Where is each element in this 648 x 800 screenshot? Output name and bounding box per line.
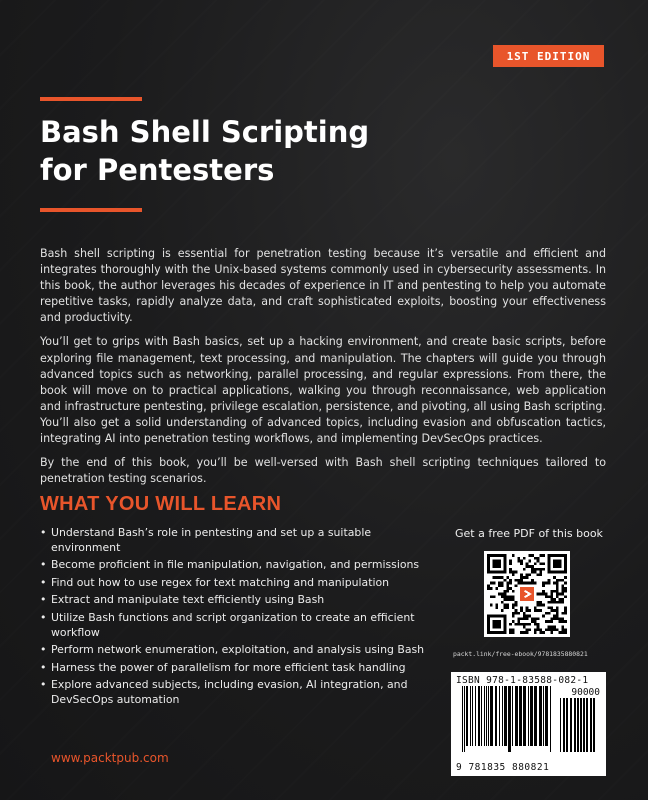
- edition-badge: 1ST EDITION: [493, 45, 604, 67]
- description-paragraph: Bash shell scripting is essential for penetration testing because it’s versatile and efficient and integrates thoroughly with the Unix-based systems commonly used in cybersecurity assessments. In this book, the author leverages his decades of experience in IT and pentesting to help you automate repetitive tasks, rapidly analyze data, and craft sophisticated exploits, boosting your effectiveness and productivity.: [40, 247, 606, 325]
- learn-item: • Perform network enumeration, exploitation, and analysis using Bash: [40, 643, 440, 658]
- description: [40, 246, 606, 495]
- qr-code[interactable]: [484, 551, 570, 637]
- learn-heading: WHAT YOU WILL LEARN: [40, 493, 282, 515]
- website-link[interactable]: www.packtpub.com: [51, 751, 169, 765]
- isbn-barcode: [451, 672, 606, 776]
- price-code: 90000: [571, 687, 600, 698]
- learn-item: • Utilize Bash functions and script organization to create an efficient workflow: [40, 611, 440, 640]
- free-pdf-label: Get a free PDF of this book: [455, 527, 603, 540]
- learn-item: • Understand Bash’s role in pentesting and set up a suitable environment: [40, 526, 440, 555]
- barcode-icon: [456, 686, 601, 760]
- description-paragraph: You’ll get to grips with Bash basics, set up a hacking environment, and create basic scripts, before exploring file management, text processing, and manipulation. The chapters will guide you through advanced topics such as networking, parallel processing, and regular expressions. From there, the book will move on to practical applications, walking you through reconnaissance, web application and infrastructure pentesting, privilege escalation, persistence, and pivoting, all using Bash scripting. You’ll also get a solid understanding of advanced topics, including evasion and obfuscation tactics, integrating AI into penetration testing workflows, and implementing DevSecOps practices.: [40, 335, 606, 446]
- barcode-number: 9 781835 880821: [456, 762, 550, 773]
- free-ebook-link[interactable]: packt.link/free-ebook/9781835880821: [453, 650, 588, 658]
- learn-item: • Harness the power of parallelism for more efficient task handling: [40, 661, 440, 676]
- learn-list: [40, 526, 440, 711]
- learn-item: • Explore advanced subjects, including evasion, AI integration, and DevSecOps automation: [40, 678, 440, 707]
- title-line-2: for Pentesters: [40, 153, 275, 187]
- title-rule-bottom: [40, 208, 142, 212]
- book-title: [40, 113, 460, 189]
- isbn-label: ISBN 978-1-83588-082-1: [456, 675, 589, 686]
- description-paragraph: By the end of this book, you’ll be well-versed with Bash shell scripting techniques tailored to penetration testing scenarios.: [40, 456, 606, 486]
- learn-item: • Find out how to use regex for text matching and manipulation: [40, 576, 440, 591]
- title-line-1: Bash Shell Scripting: [40, 115, 370, 149]
- qr-code-icon: [487, 554, 567, 634]
- learn-item: • Become proficient in file manipulation, navigation, and permissions: [40, 558, 440, 573]
- learn-item: • Extract and manipulate text efficiently using Bash: [40, 593, 440, 608]
- title-rule-top: [40, 97, 142, 101]
